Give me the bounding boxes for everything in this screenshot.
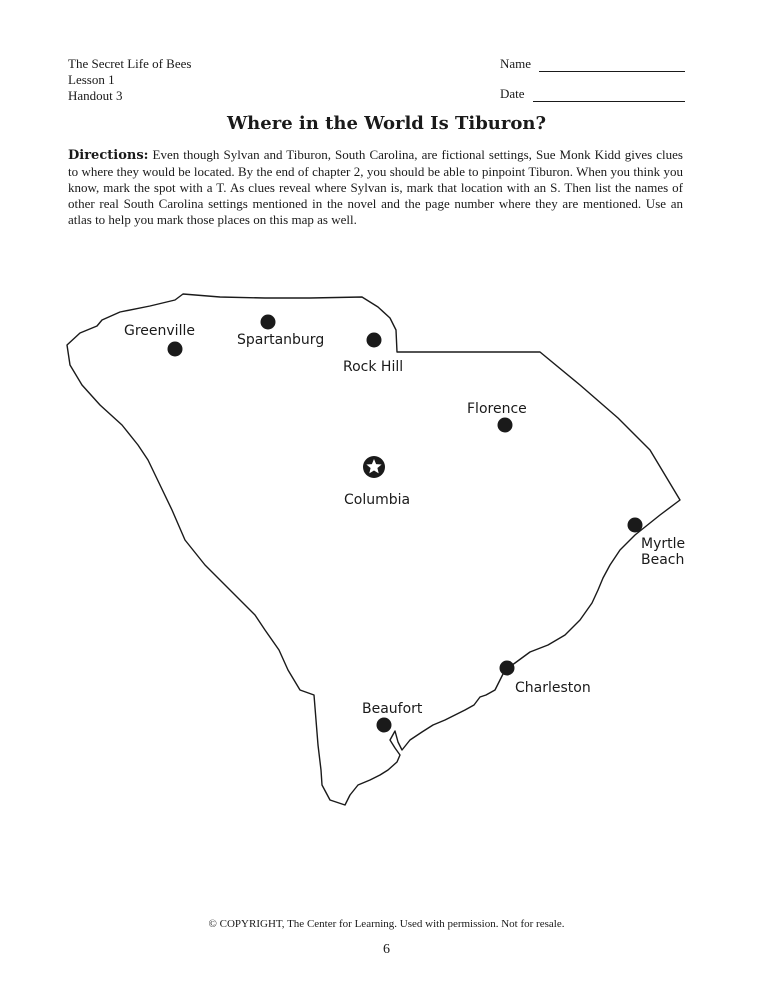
directions-text: Even though Sylvan and Tiburon, South Carolina, are fictional settings, Sue Monk Kidd gives clues to where they would be located. By the end of chapter 2, you should be able to pinpoint Tiburon. When you think you know, mark the spot with a T. As clues reveal where Sylvan is, mark that location with an S. Then list the names of other real South Carolina settings mentioned in the novel and the page number where they are mentioned. Use an atlas to help you mark those places on this map as well. [68,147,683,227]
page-number: 6 [383,942,390,957]
city-marker-florence [467,401,527,433]
city-marker-spartanburg [237,315,324,349]
city-label: Spartanburg [237,332,325,348]
directions-lead: Directions: [68,148,149,163]
date-label: Date [500,86,525,101]
lesson-label: Lesson 1 [68,72,115,87]
city-label: Charleston [515,680,591,696]
city-label: Columbia [344,492,411,508]
name-label: Name [500,56,532,71]
city-dot [498,418,513,433]
city-label: Florence [467,401,527,417]
city-dot [168,342,183,357]
city-marker-columbia [344,456,410,508]
city-marker-myrtle-beach [628,518,686,569]
city-dot [377,718,392,733]
city-dot [261,315,276,330]
city-label-line2: Beach [641,552,685,568]
city-marker-charleston [500,661,591,697]
city-label [641,536,685,552]
city-label: Greenville [124,323,195,339]
book-title: The Secret Life of Bees [68,56,192,71]
copyright-notice: © COPYRIGHT, The Center for Learning. Used with permission. Not for resale. [208,918,565,930]
city-marker-beaufort [362,701,423,733]
city-label-line1: Myrtle [641,536,686,552]
handout-label: Handout 3 [68,88,123,103]
city-marker-rock-hill [343,333,403,376]
city-dot [367,333,382,348]
page-title: Where in the World Is Tiburon? [226,113,547,134]
city-label: Beaufort [362,701,423,717]
city-marker-greenville [124,323,195,357]
city-label: Rock Hill [343,359,404,375]
city-dot [628,518,643,533]
city-label [641,552,684,568]
city-dot [500,661,515,676]
